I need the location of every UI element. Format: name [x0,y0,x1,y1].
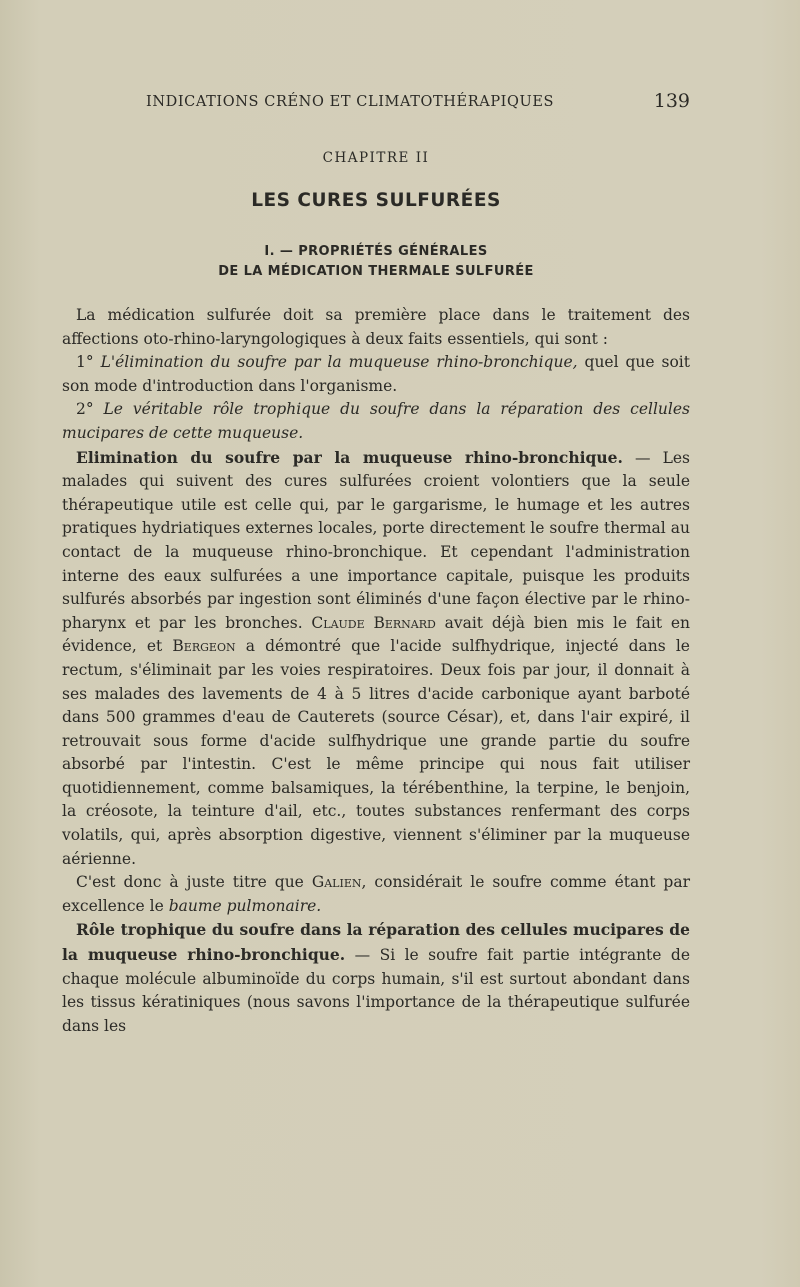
page-number: 139 [653,90,690,112]
section-heading [62,242,690,282]
point-2-number: 2° [76,400,94,419]
section-heading-line-1: I. — PROPRIÉTÉS GÉNÉRALES [264,244,488,259]
section-heading-line-2: DE LA MÉDICATION THERMALE SULFURÉE [218,264,534,279]
page-text-block [62,90,691,1038]
running-head [62,90,690,118]
trophique-heading: Rôle trophique du soufre dans la réparation des cellules mucipares de la muqueuse rhino-bronchique. [62,920,690,965]
elimination-heading: Elimination du soufre par la muqueuse rhino-bronchique. [76,447,623,467]
paragraph-intro: La médication sulfurée doit sa première place dans le traitement des affections oto-rhino-laryngologiques à deux faits essentiels, qui sont : [62,306,690,348]
author-bergeon: Bergeon [172,637,236,656]
running-head-title: INDICATIONS CRÉNO ET CLIMATOTHÉRAPIQUES [146,94,555,110]
chapter-title: LES CURES SULFURÉES [251,190,501,211]
point-1-number: 1° [76,353,94,372]
trophique-text: — Si le soufre fait partie intégrante de chaque molécule albuminoïde du corps humain, s'il est surtout abondant dans les tissus kératiniques (nous savons l'importance de la thérapeutique sulfurée dans les [62,946,690,1035]
galien-italic: baume pulmonaire. [168,896,322,915]
point-2-italic: Le véritable rôle trophique du soufre dans la réparation des cellules mucipares de cette muqueuse. [62,400,690,442]
author-galien: Galien [311,873,362,892]
paragraph-trophique [62,918,690,1038]
point-1-rest: quel que soit son mode d'introduction dans l'organisme. [62,353,690,395]
galien-text-b: , considérait le soufre comme étant par excellence le [62,873,690,915]
elimination-text-a: — Les malades qui suivent des cures sulfurées croient volontiers que la seule thérapeutique utile est celle qui, par le gargarisme, le humage et les autres pratiques hydriatiques externes locales, porte directement le soufre thermal au contact de la muqueuse rhino-bronchique. Et cependant l'administration interne des eaux sulfurées a une importance capitale, puisque les produits sulfurés absorbés par ingestion sont éliminés d'une façon élective par le rhino-pharynx et par les bronches. [62,448,690,632]
elimination-text-c: a démontré que l'acide sulfhydrique, injecté dans le rectum, s'éliminait par les voies respiratoires. Deux fois par jour, il donnait à ses malades des lavements de 4 à 5 litres d'acide carbonique ayant barboté dans 500 grammes d'eau de Cauterets (source César), et, dans l'air expiré, il retrouvait sous forme d'acide sulfhydrique une grande partie du soufre absorbé par l'intestin. C'est le même principe qui nous fait utiliser quotidiennement, comme balsamiques, la térébenthine, la terpine, le benjoin, la créosote, la teinture d'ail, etc., toutes substances renfermant des corps volatils, qui, après absorption digestive, viennent s'éliminer par la muqueuse aérienne. [62,637,690,868]
point-1-italic: L'élimination du soufre par la muqueuse rhino-bronchique, [100,353,578,372]
elimination-text-b: avait déjà bien mis le fait en évidence, et [62,613,691,656]
galien-text-a: C'est donc à juste titre que [76,873,312,892]
paragraph-point-1 [62,351,690,398]
paragraph-point-2 [62,398,690,445]
author-claude-bernard: Claude Bernard [311,613,436,632]
paragraph-galien [62,871,690,918]
body-text [62,304,690,1038]
chapter-heading: CHAPITRE II [322,150,430,166]
paragraph-elimination [62,446,690,872]
